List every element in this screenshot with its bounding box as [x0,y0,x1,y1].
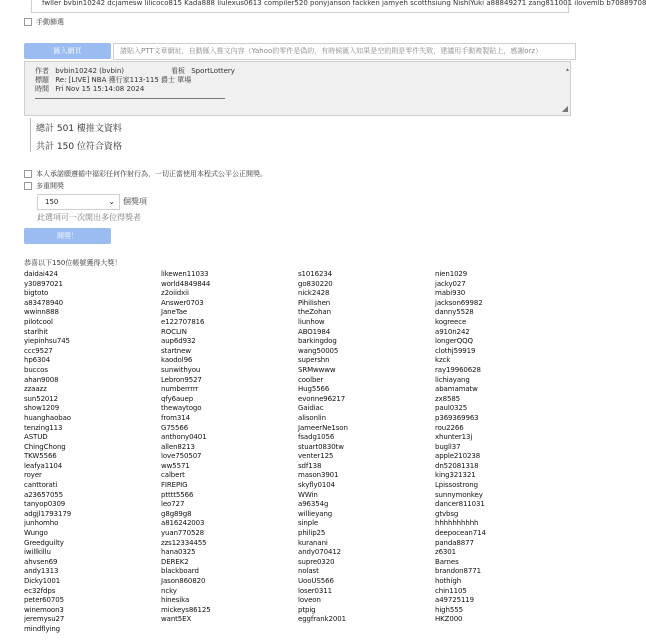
total-pushes-text: 總計 501 樓推文資料 [36,124,122,134]
winner-name: Gaidiac [298,404,324,413]
winner-name: numberrrrr [161,385,199,394]
winner-name: ChingChong [24,442,66,451]
prize-label: 個獎項 [123,197,147,206]
winner-name: ahvsen69 [24,557,58,566]
winner-name: allen8213 [161,442,195,451]
winner-name: zzs12334455 [161,538,207,547]
manual-filter-checkbox[interactable] [24,18,32,26]
winner-name: blackboard [161,567,199,576]
winner-name: world4849844 [161,279,211,288]
winner-name: HKZ000 [435,615,463,624]
winner-name: Dicky1001 [24,577,61,585]
winner-name: zx8585 [435,394,461,403]
header-separator [35,98,225,99]
winner-name: DEREK2 [161,557,189,566]
time-label: 時間 [35,85,49,93]
winner-name: z6301 [435,548,456,557]
winner-name: ptttt5566 [161,490,194,499]
prize-hint: 此選項可一次開出多位得獎者 [37,213,141,222]
winner-name: thewaytogo [161,404,202,413]
winner-name: tanyop0309 [24,500,66,509]
winner-name: junhomho [24,519,59,528]
scroll-up-icon[interactable]: ▴ [565,66,569,73]
winner-name: iwillkillu [24,548,51,557]
author-value: bvbin10242 (bvbin) [55,67,125,75]
winner-name: ahan9008 [24,375,59,384]
winner-name: s1016234 [298,270,333,278]
winner-name: JaneTae [161,308,188,317]
winner-name: alisonlin [298,413,326,422]
winner-name: chin1105 [435,586,467,595]
winner-name: leo727 [161,500,185,509]
winner-name: abamamatw [435,385,478,394]
winner-name: FIREPIG [161,481,188,490]
winner-name: mason3901 [298,471,339,480]
winner-name: starlhit [24,327,48,336]
winner-name: philip25 [298,529,326,538]
winner-name: nien1029 [435,270,468,278]
draw-button[interactable]: 開獎！ [24,228,111,244]
winner-name: hothigh [435,577,462,585]
winner-name: Greedguilty [24,538,64,547]
winner-name: Wungo [24,529,48,538]
winner-name: dancer811031 [435,500,485,509]
winner-name: canttorati [24,481,58,490]
prize-count-value: 150 [45,198,59,206]
winner-name: nick2428 [298,289,330,298]
winner-name: z2oiidxii [161,289,189,298]
winner-name: TKW5566 [24,452,57,461]
winner-name: Hug5566 [298,385,330,394]
agree-checkbox[interactable] [24,170,32,178]
winner-name: apple210238 [435,452,481,461]
winner-name: ec32fdps [24,586,56,595]
winner-name: Jason860820 [161,577,206,585]
winner-name: ROCLIN [161,327,187,336]
winner-name: brandon8771 [435,567,481,576]
manual-filter-option[interactable] [24,17,64,27]
winner-name: aup6d932 [161,337,196,346]
winner-name: ncky [161,586,177,595]
usernames-input[interactable]: fwller bvbin10242 dcjamesw lilicoco815 Kada888 liulexus0613 compiler520 ponyjanson fackken jamyeh scotthsiung NishiYuki a88849271 zang811001 ilovemlb b70889708 [31,0,569,13]
winner-name: liunhow [298,317,325,326]
winner-name: WWin [298,490,318,499]
title-label: 標題 [35,76,49,84]
winner-name: barkingdog [298,337,337,346]
winners-column-3 [298,270,348,625]
winner-name: kogreece [435,317,467,326]
winner-name: Pihilishen [298,298,331,307]
winner-name: p369369963 [435,413,479,422]
winner-name: ABO1984 [298,327,331,336]
winner-name: coolber [298,375,324,384]
winner-name: supre0320 [298,557,335,566]
time-value: Fri Nov 15 15:14:08 2024 [55,85,145,93]
winner-name: ASTUD [24,433,48,442]
winner-name: pilotcool [24,317,53,326]
winner-name: loveon [298,596,321,605]
winner-name: Barnes [435,557,459,566]
winner-name: anthony0401 [161,433,207,442]
url-input[interactable]: 請貼入PTT文章網址，自動匯入推文內容（Yahoo的零件是偽的，有時候匯入如果是空的則是零件失敗，建議用手動複製貼上，感謝orz） [113,43,576,60]
prize-count-select[interactable] [37,194,120,210]
winner-name: ccc9527 [24,346,53,355]
title-value: Re: [LIVE] NBA 獲行家113-115 爵士 單場 [55,76,192,84]
winner-name: hana0325 [161,548,196,557]
winner-name: Lpissostrong [435,481,478,490]
winners-column-4 [435,270,486,625]
article-textarea[interactable] [24,61,571,116]
winner-name: ww5571 [161,461,190,470]
winner-name: wwinn888 [24,308,59,317]
winner-name: jackson69982 [435,298,483,307]
winner-name: rou2266 [435,423,464,432]
winner-name: buccos [24,365,48,374]
winner-name: danny5528 [435,308,474,317]
chevron-down-icon: ⌄ [108,197,115,206]
winner-name: paul0325 [435,404,468,413]
winner-name: love750507 [161,452,202,461]
winner-name: a49725119 [435,596,475,605]
winner-name: bugll37 [435,442,461,451]
winner-name: wang50005 [298,346,339,355]
winner-name: kaodol96 [161,356,193,365]
resize-handle-icon[interactable]: ◢ [561,104,568,113]
winner-name: mindflying [24,624,61,633]
winner-name: SRMwwww [298,365,336,374]
winner-name: tenzing113 [24,423,63,432]
winner-name: from314 [161,413,190,422]
winner-name: willieyang [298,509,333,518]
winners-column-1 [24,270,71,635]
winner-name: g8g89g8 [161,509,192,518]
winner-name: longerQQQ [435,337,473,346]
winner-name: lichiayang [435,375,470,384]
winner-name: royer [24,471,42,480]
winner-name: leafya1104 [24,461,63,470]
winner-name: adgjl1793179 [24,509,72,518]
manual-filter-label: 手動篩選 [36,18,64,26]
winner-name: startnew [161,346,191,355]
total-users-text: 共計 150 位符合資格 [36,142,122,152]
winner-name: sunwithyou [161,365,201,374]
winner-name: hhhhhhhhhh [435,519,479,528]
winner-name: nolast [298,567,319,576]
winner-name: evonne96217 [298,394,346,403]
winner-name: xhunter13j [435,433,473,442]
winner-name: a910n242 [435,327,470,336]
winner-name: want5EX [161,615,192,624]
winner-name: venter125 [298,452,334,461]
agree-option[interactable] [24,169,267,179]
result-title: 恭喜以下150位帳號獲得大獎！ [24,259,122,267]
winner-name: jacky027 [435,279,466,288]
winner-name: a83478940 [24,298,64,307]
winner-name: kzck [435,356,451,365]
agree-label: 本人承諾願遵循中福彩任何作射行為，一切正當使用本程式公平公正開獎。 [36,170,267,178]
winner-name: jeremysu27 [24,615,65,624]
winner-name: show1209 [24,404,60,413]
winner-name: a96354g [298,500,329,509]
winner-name: ray19960628 [435,365,481,374]
winner-name: clothj59919 [435,346,476,355]
winner-name: gtvbsg [435,509,459,518]
winner-name: peter60705 [24,596,64,605]
winner-name: hp6304 [24,356,51,365]
stats-divider [30,118,31,152]
winner-name: skyfly0104 [298,481,335,490]
winner-name: daidai424 [24,270,58,278]
winner-name: a816242003 [161,519,205,528]
winner-name: y30897021 [24,279,63,288]
multi-draw-option[interactable] [24,181,64,191]
winner-name: loser0311 [298,586,332,595]
winner-name: andy070412 [298,548,342,557]
board-value: SportLottery [191,67,235,75]
winner-name: king321321 [435,471,476,480]
winner-name: fsadg1056 [298,433,335,442]
winner-name: qfy6auep [161,394,194,403]
winner-name: eggfrank2001 [298,615,346,624]
winner-name: high555 [435,605,463,614]
winner-name: Answer0703 [161,298,204,307]
winner-name: huanghaobao [24,413,71,422]
winner-name: yuan770528 [161,529,205,538]
winner-name: andy1313 [24,567,59,576]
winner-name: UooUS566 [298,577,334,585]
winner-name: ptpig [298,605,316,614]
winner-name: likewen11033 [161,270,209,278]
winner-name: mabi930 [435,289,466,298]
winner-name: go830220 [298,279,333,288]
winner-name: winemoon3 [24,605,64,614]
multi-draw-label: 多重開獎 [36,182,64,190]
winner-name: panda8877 [435,538,474,547]
winner-name: deepocean714 [435,529,486,538]
winner-name: yiepinhsu745 [24,337,70,346]
winner-name: sunnymonkey [435,490,483,499]
winner-name: mickeys86125 [161,605,211,614]
winner-name: stuart0830tw [298,442,344,451]
winner-name: dn52081318 [435,461,479,470]
winner-name: calbert [161,471,185,480]
author-label: 作者 [35,67,49,75]
winner-name: e122707816 [161,317,205,326]
winner-name: sun52012 [24,394,58,403]
winner-name: sinple [298,519,319,528]
winner-name: theZohan [298,308,331,317]
winner-name: supershn [298,356,330,365]
winner-name: zzaazz [24,385,47,394]
winner-name: JameerNe1son [298,423,348,432]
winner-name: kuranani [298,538,328,547]
winners-column-2 [161,270,211,625]
import-button[interactable]: 匯入網頁 [24,43,111,59]
winner-name: bigtoto [24,289,49,298]
board-label: 看板 [171,67,185,75]
winner-name: Lebron9527 [161,375,202,384]
winner-name: G75566 [161,423,189,432]
winner-name: a23657055 [24,490,64,499]
winner-name: hinesika [161,596,190,605]
multi-draw-checkbox[interactable] [24,182,32,190]
winner-name: sdf138 [298,461,322,470]
